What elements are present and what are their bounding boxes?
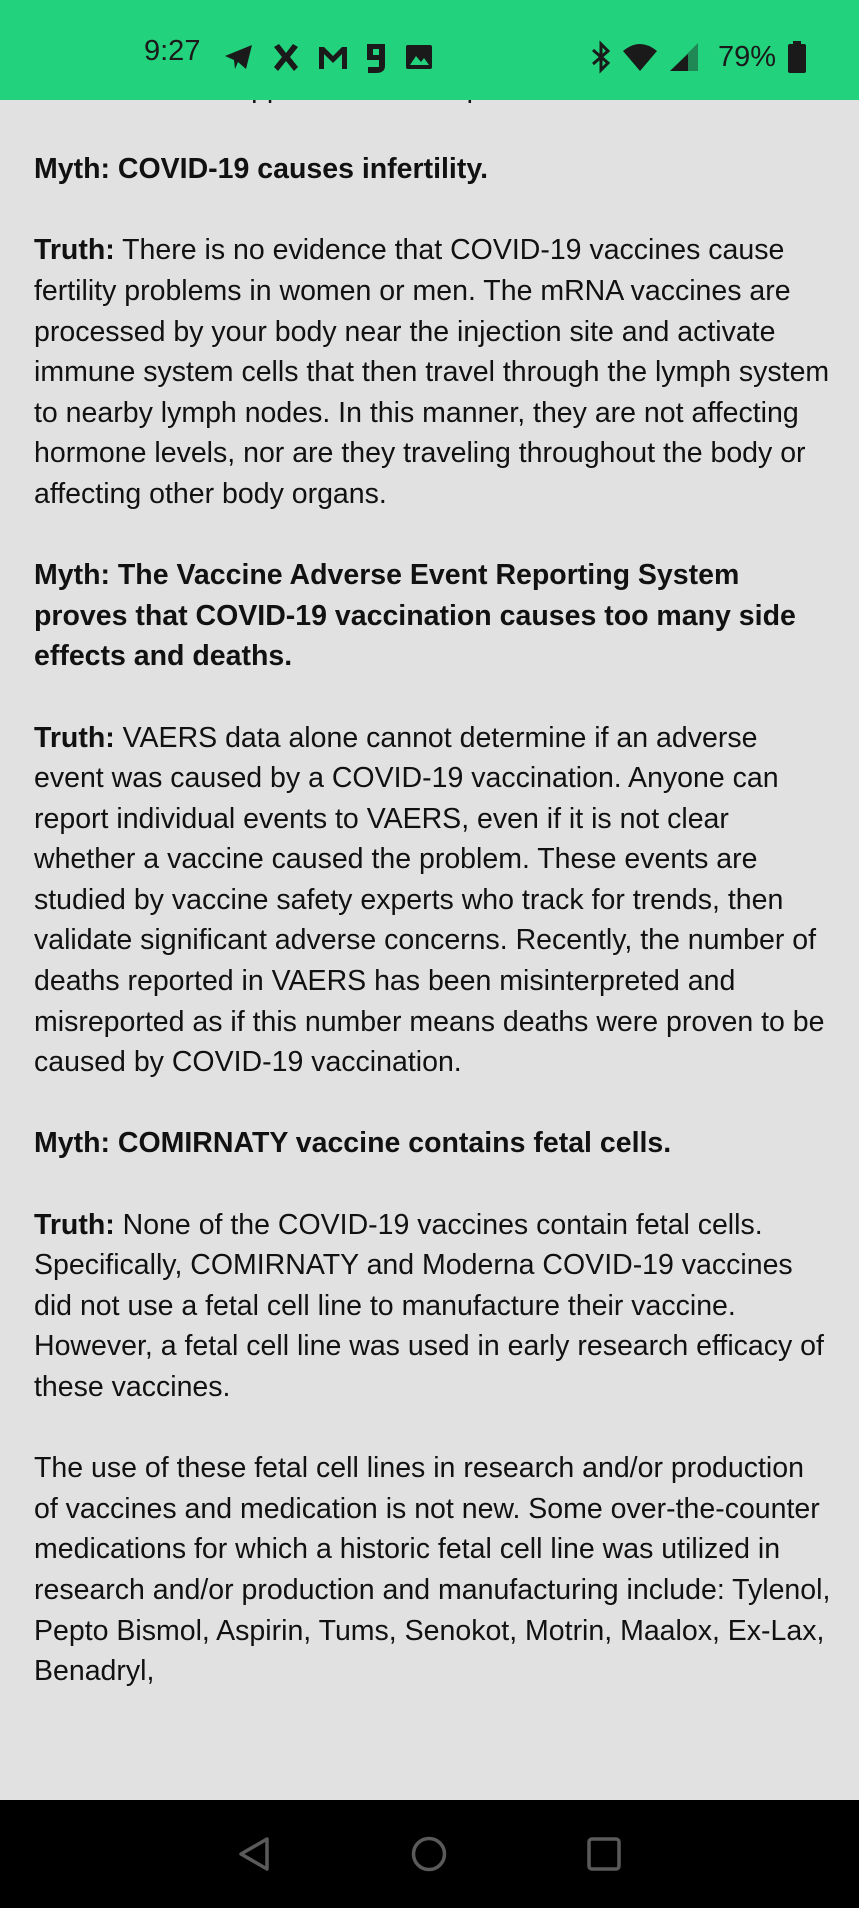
recents-icon [586,1836,622,1872]
myth-heading-infertility: Myth: COVID-19 causes infertility. [34,153,488,186]
grammarly-icon [363,40,389,74]
truth-paragraph-vaers [34,718,834,1083]
closing-paragraph: The use of these fetal cell lines in research and/or production of vaccines and medication is not new. Some over-the-counter medications for which a historic fetal cell line was utilized in research and/or production and manufacturing include: Tylenol, Pepto Bismol, Aspirin, Tums, Senokot, Motrin, Maalox, Ex-Lax, Benadryl, [34,1452,831,1688]
cellular-signal-icon [668,40,700,74]
article-view[interactable] [0,100,859,1800]
status-bar [0,0,859,100]
tools-icon [269,40,303,74]
notification-icons [222,40,436,74]
back-button[interactable] [228,1828,280,1880]
back-icon [236,1835,272,1873]
battery-icon [786,40,808,74]
myth-heading-fetal-cells: Myth: COMIRNATY vaccine contains fetal cells. [34,1127,672,1160]
telegram-icon [222,40,256,74]
truth-label: Truth: [34,1208,115,1241]
system-icons [590,40,808,74]
home-button[interactable] [403,1828,455,1880]
recents-button[interactable] [578,1828,630,1880]
article-body [34,68,834,1732]
truth-text: There is no evidence that COVID-19 vaccines cause fertility problems in women or men. The mRNA vaccines are processed by your body near the injection site and activate immune system cells that then travel through the lymph system to nearby lymph nodes. In this manner, they are not affecting hormone levels, nor are they traveling throughout the body or affecting other body organs. [34,234,830,510]
bluetooth-icon [590,40,612,74]
status-time: 9:27 [144,35,201,67]
battery-percentage: 79% [718,41,777,73]
home-icon [410,1835,448,1873]
myth-heading-vaers: Myth: The Vaccine Adverse Event Reporting System proves that COVID-19 vaccination causes too many side effects and deaths. [34,559,796,673]
wifi-icon [622,40,658,74]
truth-paragraph-infertility [34,230,834,514]
truth-label: Truth: [34,234,115,267]
gmail-icon [316,40,350,74]
truth-paragraph-fetal-cells [34,1205,834,1408]
truth-text: VAERS data alone cannot determine if an adverse event was caused by a COVID-19 vaccination. Anyone can report individual events to VAERS, even if it is not clear whether a vaccine caused the problem. These events are studied by vaccine safety experts who track for trends, then validate significant adverse concerns. Recently, the number of deaths reported in VAERS has been misinterpreted and misreported as if this number means deaths were proven to be caused by COVID-19 vaccination. [34,721,825,1079]
image-icon [402,40,436,74]
truth-label: Truth: [34,721,115,754]
navigation-bar [0,1800,859,1908]
truth-text: None of the COVID-19 vaccines contain fetal cells. Specifically, COMIRNATY and Moderna COVID-19 vaccines did not use a fetal cell line to manufacture their vaccine. However, a fetal cell line was used in early research efficacy of these vaccines. [34,1208,824,1403]
